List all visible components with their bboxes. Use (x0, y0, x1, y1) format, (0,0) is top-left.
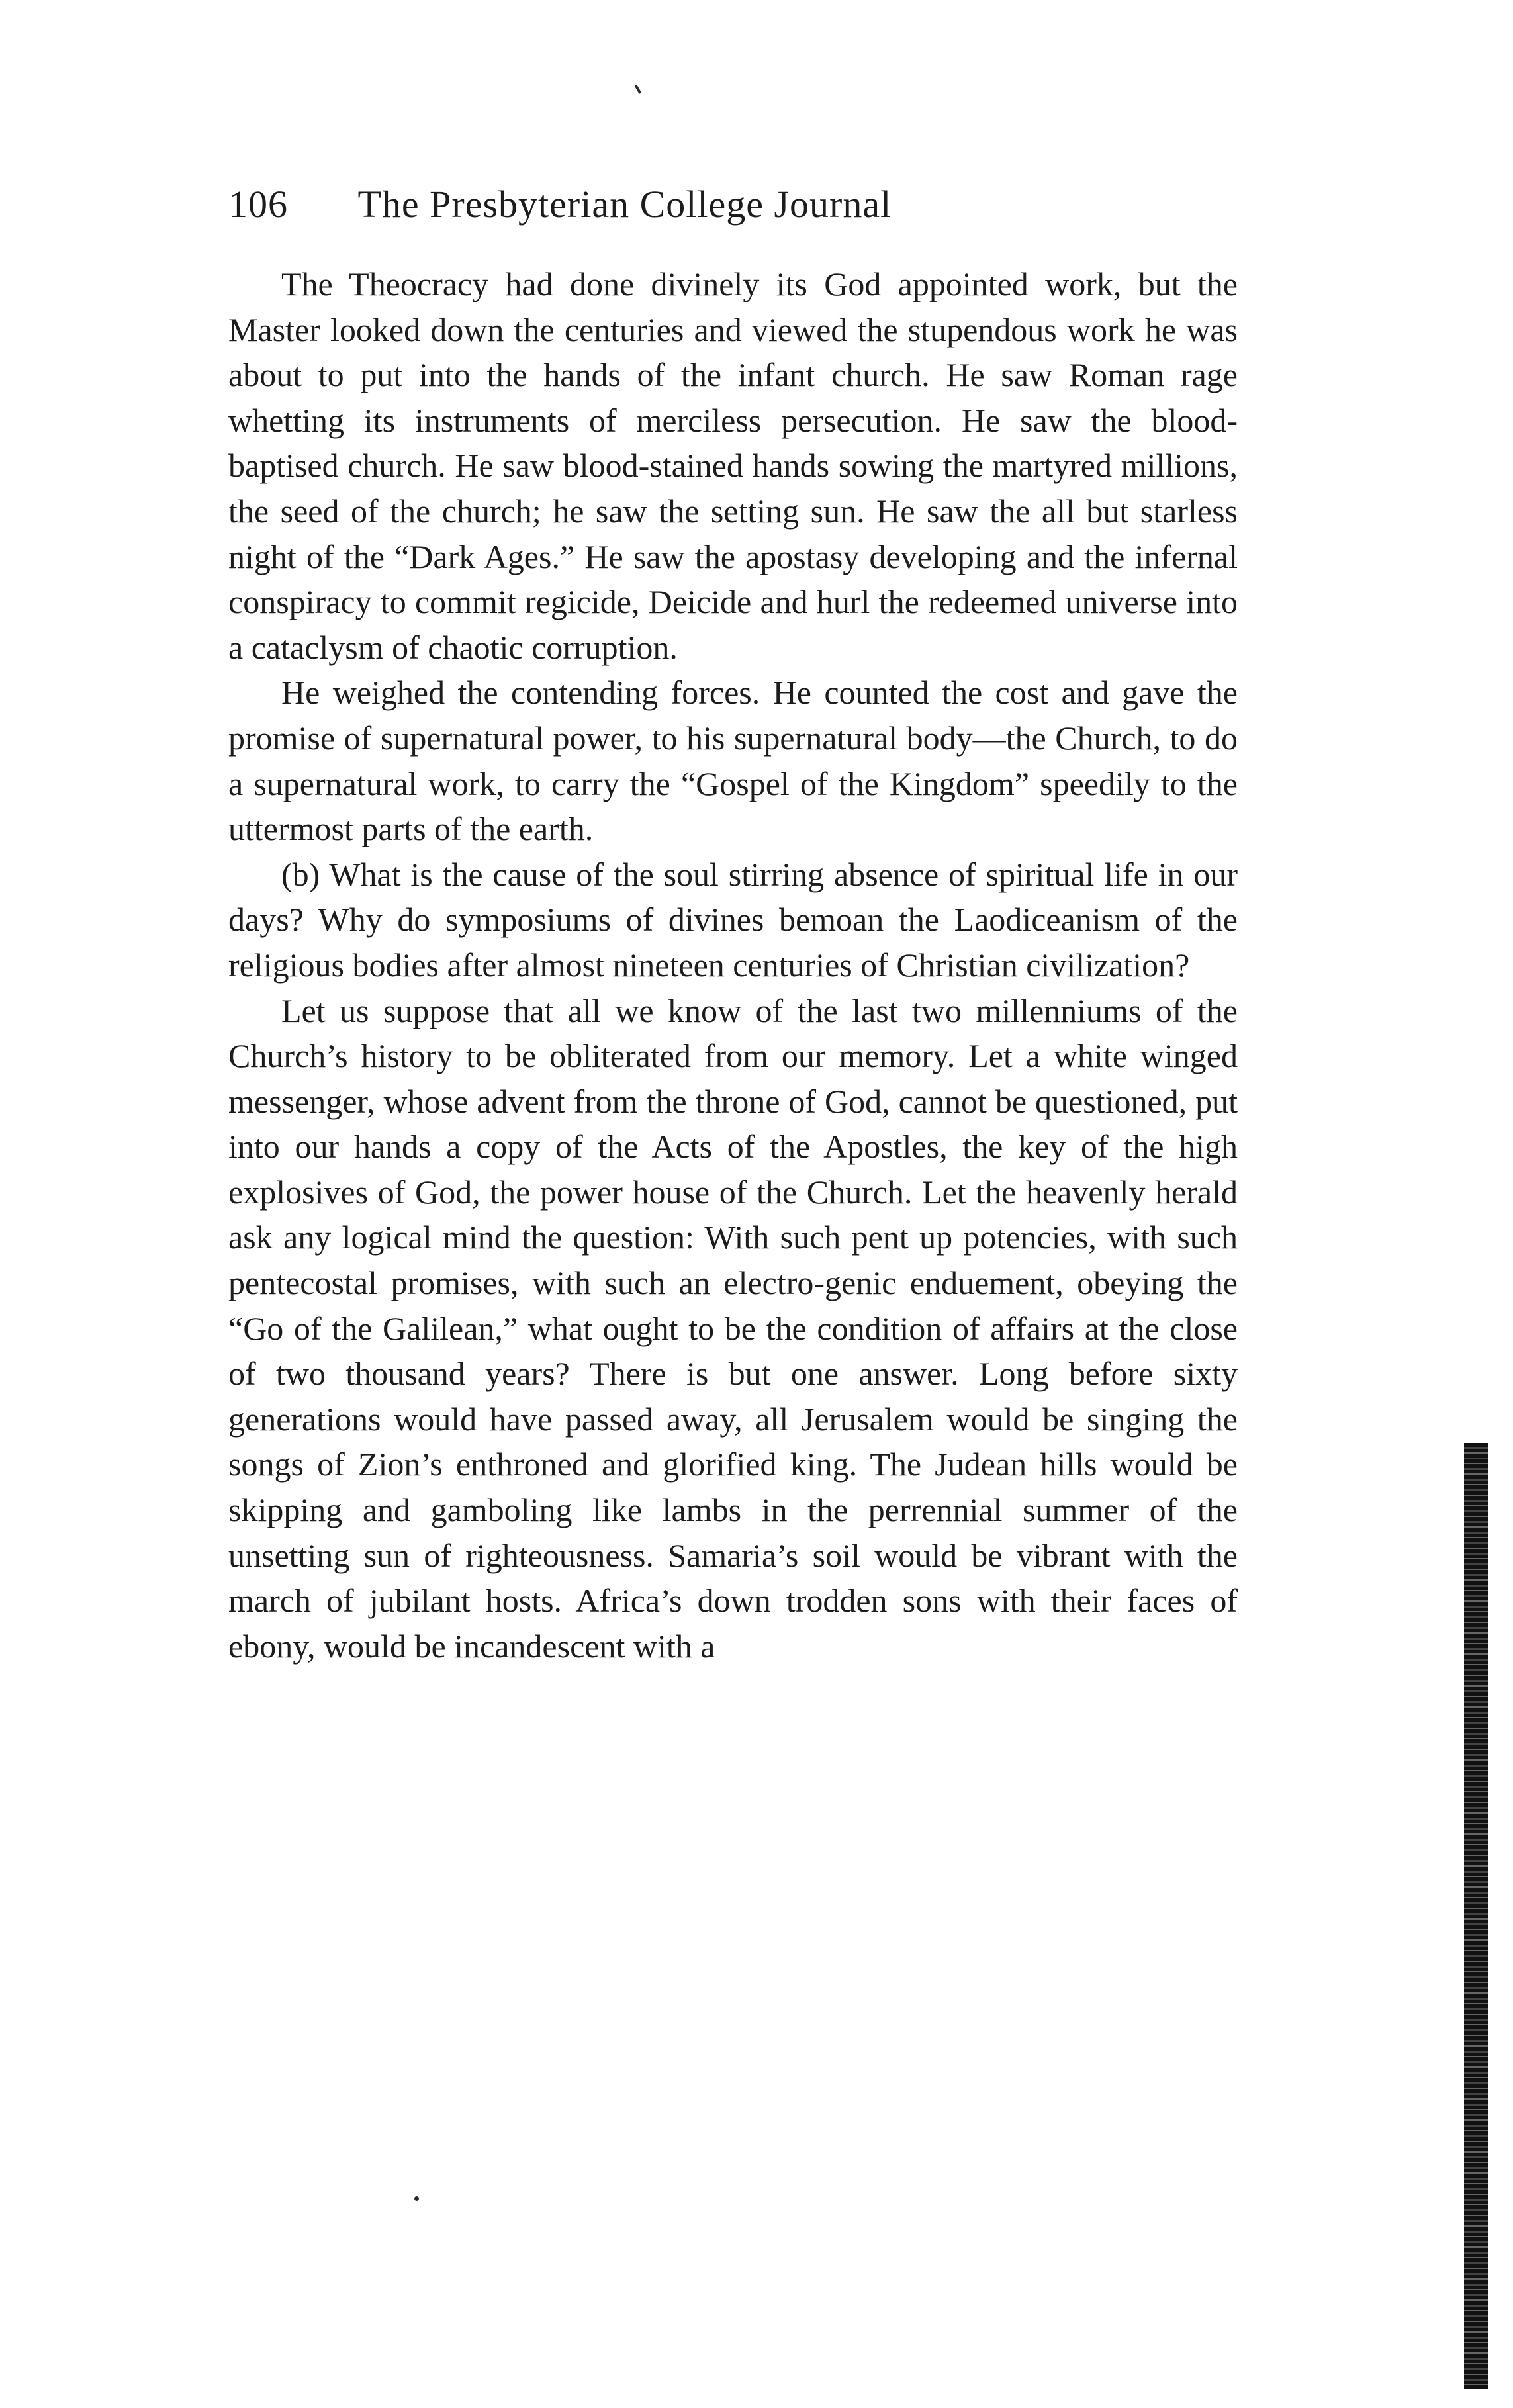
body-text (228, 261, 1238, 1669)
page-number: 106 (228, 183, 288, 226)
scan-speck-top (635, 85, 641, 94)
page-header (228, 182, 1089, 242)
scan-edge-strip (1464, 1443, 1488, 2389)
paragraph-suppose: Let us suppose that all we know of the last two millenniums of the Church’s history to be obliterated from our memory. Let a white winged messenger, whose advent from the throne of God, cannot be questioned, put into our hands a copy of the Acts of the Apostles, the key of the high explosives of God, the power house of the Church. Let the heavenly herald ask any logical mind the question: With such pent up potencies, with such pentecostal promises, with such an electro-genic enduement, obeying the “Go of the Galilean,” what ought to be the condition of affairs at the close of two thousand years? There is but one answer. Long before sixty generations would have passed away, all Jerusalem would be singing the songs of Zion’s enthroned and glorified king. The Judean hills would be skipping and gamboling like lambs in the perrennial summer of the unsetting sun of righteousness. Samaria’s soil would be vibrant with the march of jubilant hosts. Africa’s down trodden sons with their faces of ebony, would be incandescent with a (228, 992, 1238, 1665)
paragraph-question-b: (b) What is the cause of the soul stirring absence of spiritual life in our days? Why do symposiums of divines bemoan the Laodiceanism of the religious bodies after almost nineteen centuries of Christian civilization? (228, 855, 1238, 984)
paragraph-theocracy: The Theocracy had done divinely its God appointed work, but the Master looked down the centuries and viewed the stupendous work he was about to put into the hands of the infant church. He saw Roman rage whetting its instruments of merciless persecution. He saw the blood-baptised church. He saw blood-stained hands sowing the martyred millions, the seed of the church; he saw the setting sun. He saw the all but starless night of the “Dark Ages.” He saw the apostasy developing and the infernal conspiracy to commit regicide, Deicide and hurl the redeemed universe into a cataclysm of chaotic corruption. (228, 265, 1238, 666)
running-title: The Presbyterian College Journal (357, 183, 892, 226)
paragraph-contending-forces: He weighed the contending forces. He counted the cost and gave the promise of supernatural power, to his supernatural body—the Church, to do a supernatural work, to carry the “Gospel of the Kingdom” speedily to the uttermost parts of the earth. (228, 674, 1238, 848)
scan-speck-bottom (414, 2196, 419, 2201)
